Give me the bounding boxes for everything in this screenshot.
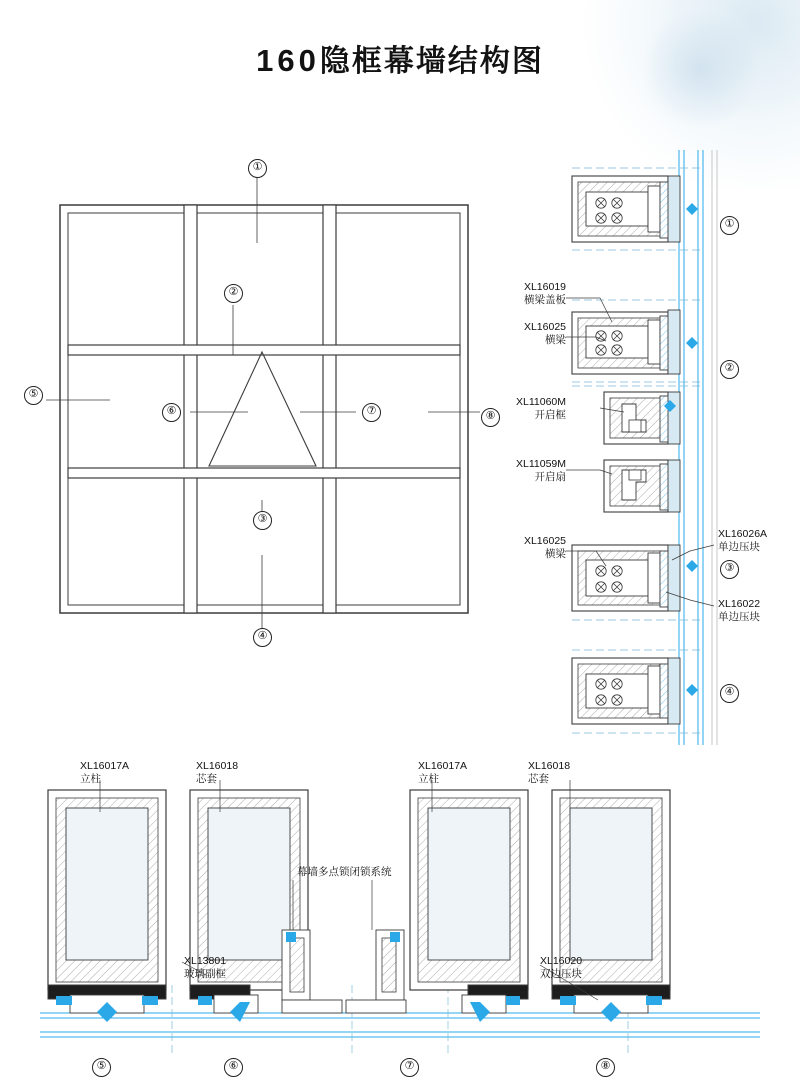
label-xl11059m-desc: 开启扇 (534, 470, 566, 483)
label-xl16022 (718, 598, 760, 623)
label-xl11060m-code: XL11060M (515, 396, 566, 408)
label-xl16022-desc: 单边压块 (718, 610, 760, 623)
label-lock-system: 幕墙多点锁闭锁系统 (297, 866, 392, 878)
label-xl16018-left-desc: 芯套 (196, 772, 217, 785)
detail-section-7 (346, 790, 528, 1022)
label-xl16017a-left-code: XL16017A (80, 760, 130, 772)
label-xl16026a (718, 528, 767, 553)
label-xl16025-upper (498, 321, 566, 346)
plan-mark-5: ⑤ (92, 1058, 111, 1077)
elevation-mark-1: ① (248, 159, 267, 178)
elevation-mark-3: ③ (253, 511, 272, 530)
page-title-text: 隐框幕墙结构图 (319, 45, 544, 78)
label-xl16017a-right (418, 760, 467, 785)
elevation-mark-6: ⑥ (162, 403, 181, 422)
detail-section-5 (48, 790, 166, 1022)
label-xl11060m (486, 396, 566, 421)
plan-mark-8: ⑧ (596, 1058, 615, 1077)
label-xl16018-right-desc: 芯套 (528, 772, 549, 785)
detail-section-1 (572, 168, 700, 250)
elevation-drawing (46, 176, 480, 628)
label-xl16025-lower-code: XL16025 (523, 535, 566, 547)
label-xl16017a-right-code: XL16017A (418, 760, 468, 772)
plan-mark-7: ⑦ (400, 1058, 419, 1077)
label-xl16018-right (528, 760, 570, 785)
label-xl11059m-code: XL11059M (515, 458, 566, 470)
label-xl16020-desc: 双边压块 (540, 967, 582, 980)
elevation-mark-5: ⑤ (24, 386, 43, 405)
label-xl16020-code: XL16020 (540, 955, 583, 967)
label-xl16025-lower (498, 535, 566, 560)
label-xl16019-code: XL16019 (523, 281, 566, 293)
plan-mark-6: ⑥ (224, 1058, 243, 1077)
label-xl16022-code: XL16022 (718, 598, 761, 610)
label-xl11060m-desc: 开启框 (534, 408, 566, 421)
label-xl16018-left-code: XL16018 (196, 760, 239, 772)
label-xl16019-desc: 横梁盖板 (524, 293, 566, 306)
detail-mark-2: ② (720, 360, 739, 379)
vertical-section-details (566, 150, 717, 745)
elevation-mark-7: ⑦ (362, 403, 381, 422)
label-xl16026a-desc: 单边压块 (718, 540, 760, 553)
label-xl16025-upper-code: XL16025 (523, 321, 566, 333)
detail-mark-3: ③ (720, 560, 739, 579)
label-xl16018-left (196, 760, 238, 785)
label-xl16020 (540, 955, 582, 980)
label-xl16025-upper-desc: 横梁 (545, 333, 566, 346)
label-xl16025-lower-desc: 横梁 (545, 547, 566, 560)
label-xl16017a-left (80, 760, 129, 785)
label-xl16017a-left-desc: 立柱 (80, 772, 101, 785)
detail-mark-1: ① (720, 216, 739, 235)
detail-section-8 (552, 790, 670, 1022)
detail-mark-4: ④ (720, 684, 739, 703)
elevation-mark-2: ② (224, 284, 243, 303)
page-title-number: 160 (256, 43, 320, 78)
label-xl13801-code: XL13801 (184, 955, 227, 967)
detail-section-4 (572, 650, 700, 733)
label-xl16018-right-code: XL16018 (528, 760, 571, 772)
detail-section-6 (190, 790, 342, 1022)
label-xl16017a-right-desc: 立柱 (418, 772, 439, 785)
label-xl13801 (184, 955, 226, 980)
detail-section-2 (572, 300, 700, 382)
label-xl16026a-code: XL16026A (718, 528, 768, 540)
label-xl11059m (486, 458, 566, 483)
elevation-mark-8: ⑧ (481, 408, 500, 427)
horizontal-section-details (40, 780, 760, 1055)
label-xl16019 (498, 281, 566, 306)
detail-section-3 (572, 386, 700, 620)
label-xl13801-desc: 玻璃副框 (184, 967, 226, 980)
elevation-mark-4: ④ (253, 628, 272, 647)
